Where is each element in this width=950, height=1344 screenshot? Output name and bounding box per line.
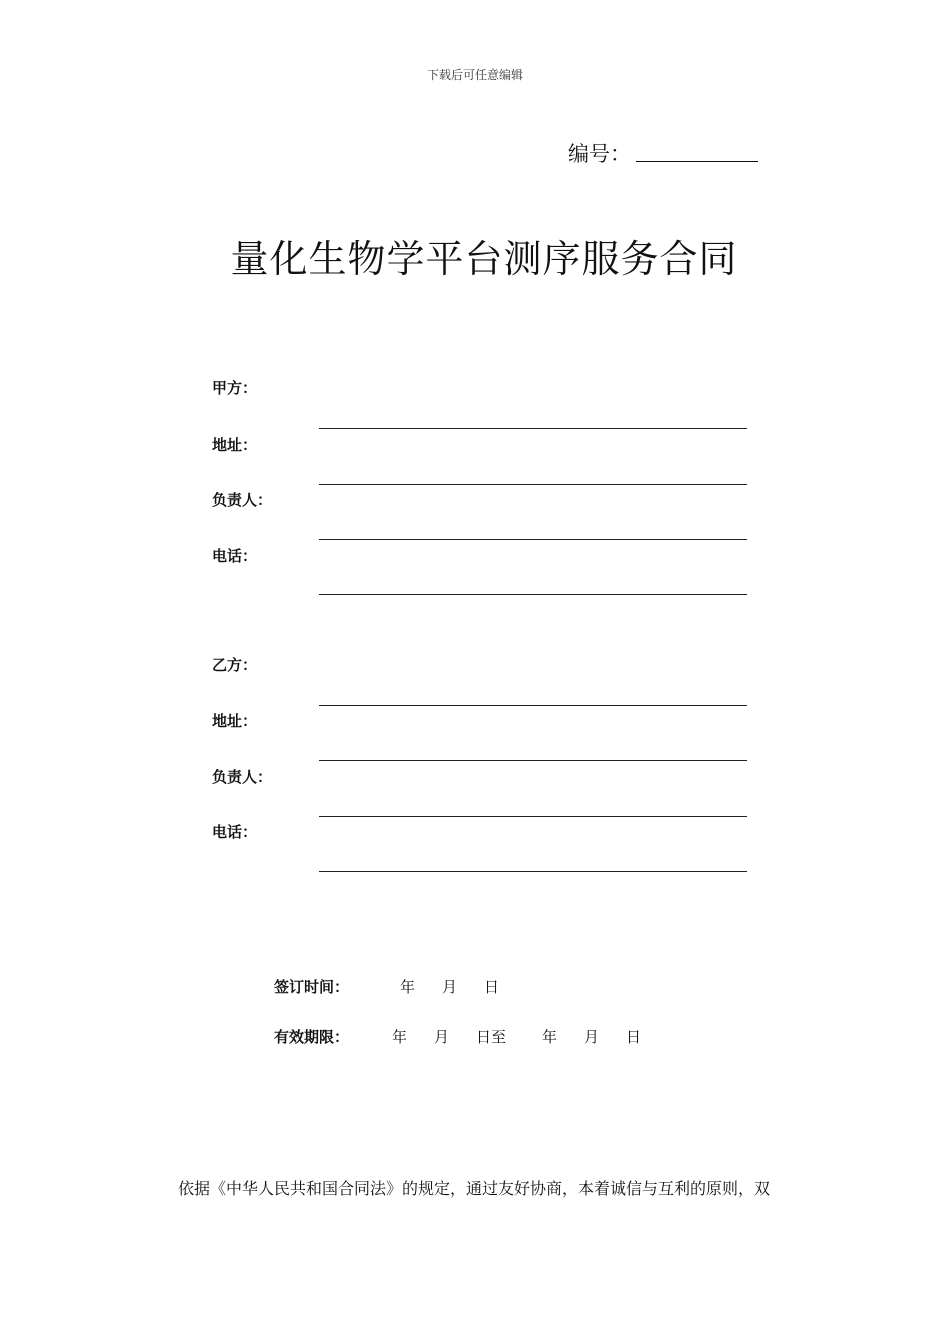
validity-end-year: 年 (542, 1028, 558, 1046)
party-a-label: 甲方： (212, 379, 258, 397)
validity-start-day-to: 日至 (476, 1028, 507, 1046)
party-a-name-blank[interactable] (319, 428, 747, 429)
party-b-phone-blank[interactable] (319, 871, 747, 872)
validity-end-month: 月 (584, 1028, 600, 1046)
party-a-contact-label: 负责人： (212, 491, 273, 509)
signing-month: 月 (442, 978, 458, 996)
party-b-name-blank[interactable] (319, 705, 747, 706)
party-a-phone-label: 电话： (212, 547, 258, 565)
signing-year: 年 (400, 978, 416, 996)
party-b-contact-label: 负责人： (212, 768, 273, 786)
party-b-label: 乙方： (212, 656, 258, 674)
contract-number-blank[interactable] (636, 161, 758, 162)
party-b-address-blank[interactable] (319, 760, 747, 761)
party-b-address-label: 地址： (212, 712, 258, 730)
party-a-address-blank[interactable] (319, 484, 747, 485)
header-note: 下载后可任意编辑 (426, 68, 523, 82)
validity-start-month: 月 (434, 1028, 450, 1046)
document-title: 量化生物学平台测序服务合同 (230, 237, 738, 281)
signing-date-label: 签订时间： (274, 978, 350, 996)
validity-label: 有效期限： (274, 1028, 350, 1046)
preamble-text: 依据《中华人民共和国合同法》的规定，通过友好协商，本着诚信与互利的原则，双 (178, 1179, 771, 1198)
validity-end-day: 日 (626, 1028, 642, 1046)
party-a-phone-blank[interactable] (319, 594, 747, 595)
contract-number-label: 编号： (568, 142, 631, 166)
party-b-contact-blank[interactable] (319, 816, 747, 817)
party-b-phone-label: 电话： (212, 823, 258, 841)
party-a-address-label: 地址： (212, 436, 258, 454)
signing-day: 日 (484, 978, 500, 996)
validity-start-year: 年 (392, 1028, 408, 1046)
party-a-contact-blank[interactable] (319, 539, 747, 540)
